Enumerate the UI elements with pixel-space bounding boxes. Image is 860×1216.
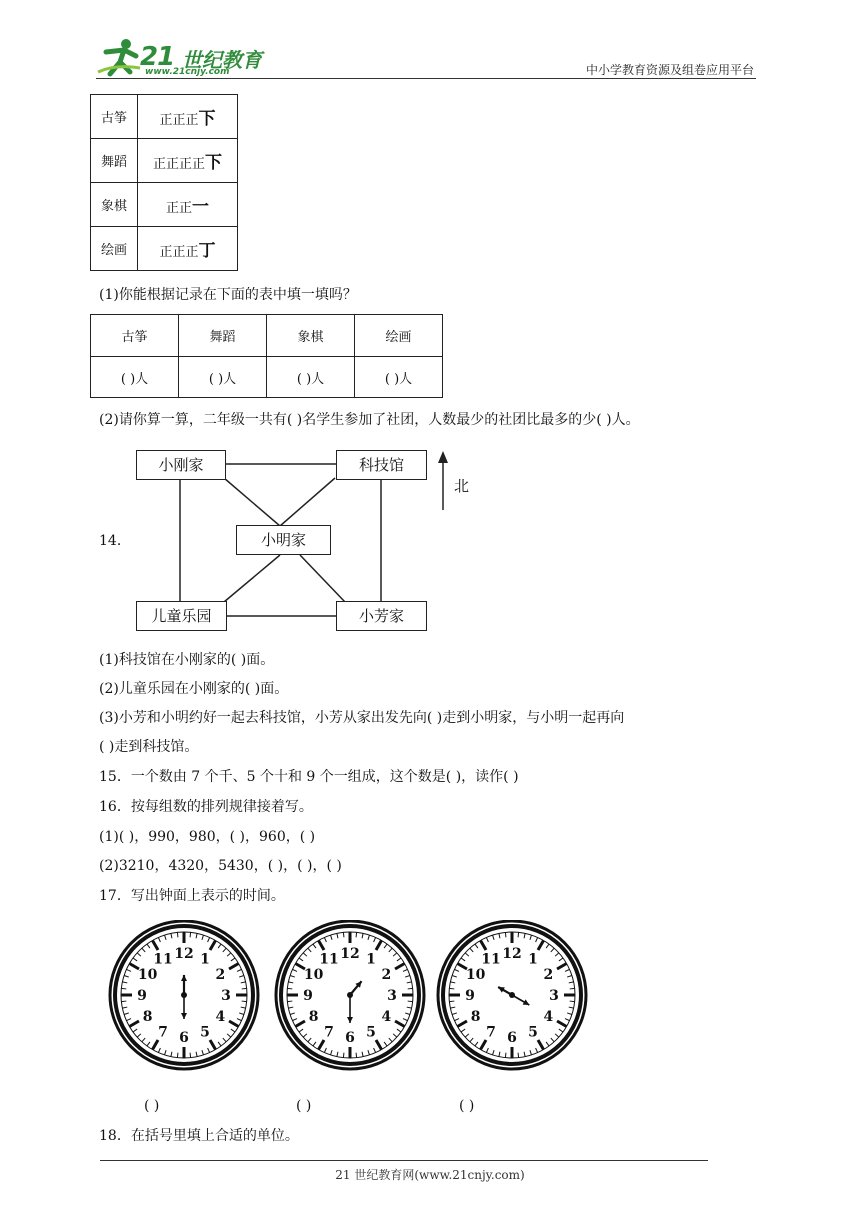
clock-number: 6 <box>179 1030 189 1046</box>
header-cell: 舞蹈 <box>179 315 267 357</box>
clock-number: 3 <box>221 988 231 1004</box>
clock-number: 1 <box>528 951 538 968</box>
clock-number: 3 <box>549 988 559 1004</box>
q14-line3: (3)小芳和小明约好一起去科技馆，小芳从家出发先向( )走到小明家，与小明一起再向 <box>99 710 625 726</box>
clock-number: 9 <box>465 988 475 1004</box>
clock-number: 1 <box>200 951 210 968</box>
tally-cell: 正正一 <box>138 183 238 227</box>
clock2-answer[interactable]: ( ) <box>296 1098 312 1114</box>
tally-partial-mark: 下 <box>205 153 222 173</box>
clock-face <box>276 921 424 1069</box>
clock-number: 12 <box>340 946 360 962</box>
clock-number: 9 <box>303 988 313 1004</box>
clock-face <box>110 921 258 1069</box>
clock-number: 5 <box>200 1024 210 1041</box>
q14-line4: ( )走到科技馆。 <box>99 739 199 755</box>
clock-number: 11 <box>481 951 501 968</box>
logo-url: www.21cnjy.com <box>145 67 230 77</box>
clock-number: 5 <box>528 1024 538 1041</box>
tally-cell: 正正正正下 <box>138 139 238 183</box>
table-header-row <box>91 315 443 357</box>
tally-cell: 正正正下 <box>138 95 238 139</box>
q13-part2: (2)请你算一算，二年级一共有( )名学生参加了社团，人数最少的社团比最多的少( )人。 <box>99 412 640 428</box>
footer-divider <box>100 1160 708 1161</box>
answer-cell[interactable]: ( )人 <box>179 357 267 398</box>
q14-line2: (2)儿童乐园在小刚家的( )面。 <box>99 681 289 697</box>
clock-number: 7 <box>158 1024 168 1041</box>
table-row <box>91 357 443 398</box>
table-row <box>91 139 238 183</box>
tally-partial-mark: 丁 <box>198 241 216 261</box>
clock-number: 4 <box>215 1009 226 1025</box>
clock1-answer[interactable]: ( ) <box>144 1098 160 1114</box>
q15: 15．一个数由 7 个千、5 个十和 9 个一组成，这个数是( )，读作( ) <box>99 769 519 785</box>
clock-number: 10 <box>465 967 486 983</box>
answer-cell[interactable]: ( )人 <box>355 357 443 398</box>
clock-number: 9 <box>137 988 147 1004</box>
platform-title: 中小学教育资源及组卷应用平台 <box>585 63 754 77</box>
place-xiaoming: 小明家 <box>236 525 331 555</box>
clock-number: 4 <box>543 1009 554 1025</box>
answer-cell[interactable]: ( )人 <box>267 357 355 398</box>
place-xiaofang: 小芳家 <box>336 601 427 631</box>
clock-number: 7 <box>324 1024 334 1041</box>
logo-number: 21 <box>140 42 175 72</box>
tally-cell: 正正正丁 <box>138 227 238 271</box>
club-name: 古筝 <box>91 95 138 139</box>
header-divider <box>96 78 756 79</box>
footer-text: 21 世纪教育网(www.21cnjy.com) <box>335 1168 525 1182</box>
header-cell: 象棋 <box>267 315 355 357</box>
north-arrow-icon <box>438 451 448 510</box>
clock-number: 2 <box>381 967 392 983</box>
table-row <box>91 183 238 227</box>
clock-number: 8 <box>308 1009 319 1025</box>
q16-line1: (1)( )，990，980，( )，960，( ) <box>99 829 316 845</box>
clock-number: 11 <box>319 951 339 968</box>
tally-partial-mark: 一 <box>192 197 209 217</box>
clock-number: 3 <box>387 988 397 1004</box>
answer-cell[interactable]: ( )人 <box>91 357 179 398</box>
clock-number: 10 <box>137 967 158 983</box>
q18: 18．在括号里填上合适的单位。 <box>99 1128 299 1144</box>
club-name: 绘画 <box>91 227 138 271</box>
clock-number: 6 <box>345 1030 355 1046</box>
north-label: 北 <box>454 477 470 495</box>
place-ertong: 儿童乐园 <box>136 601 227 631</box>
q16-line2: (2)3210，4320，5430，( )，( )，( ) <box>99 858 342 874</box>
clock-number: 8 <box>142 1009 153 1025</box>
q14-line1: (1)科技馆在小刚家的( )面。 <box>99 652 275 668</box>
q17-title: 17．写出钟面上表示的时间。 <box>99 888 285 904</box>
clock-faces <box>100 920 600 1090</box>
clock-number: 11 <box>153 951 173 968</box>
clock-number: 7 <box>486 1024 496 1041</box>
clock-number: 2 <box>215 967 226 983</box>
clock-face <box>438 921 586 1069</box>
clock-number: 10 <box>303 967 324 983</box>
club-name: 象棋 <box>91 183 138 227</box>
clock-number: 6 <box>507 1030 517 1046</box>
q13-part1: (1)你能根据记录在下面的表中填一填吗？ <box>99 287 357 303</box>
fill-table <box>90 314 443 398</box>
q14-number: 14． <box>99 533 131 549</box>
clock-number: 1 <box>366 951 376 968</box>
logo-text: 世纪教育 <box>182 48 262 72</box>
clock-number: 4 <box>381 1009 392 1025</box>
club-name: 舞蹈 <box>91 139 138 183</box>
header-cell: 绘画 <box>355 315 443 357</box>
place-xiaogang: 小刚家 <box>136 450 226 480</box>
tally-table <box>90 94 238 271</box>
runner-logo-icon <box>96 38 142 78</box>
table-row <box>91 95 238 139</box>
q16-title: 16．按每组数的排列规律接着写。 <box>99 799 313 815</box>
clock-number: 12 <box>174 946 194 962</box>
clock-number: 12 <box>502 946 522 962</box>
clock-number: 5 <box>366 1024 376 1041</box>
header-cell: 古筝 <box>91 315 179 357</box>
table-row <box>91 227 238 271</box>
tally-partial-mark: 下 <box>198 109 216 129</box>
clock3-answer[interactable]: ( ) <box>459 1098 475 1114</box>
clock-number: 8 <box>470 1009 481 1025</box>
clock-number: 2 <box>543 967 554 983</box>
place-keji: 科技馆 <box>336 450 427 480</box>
